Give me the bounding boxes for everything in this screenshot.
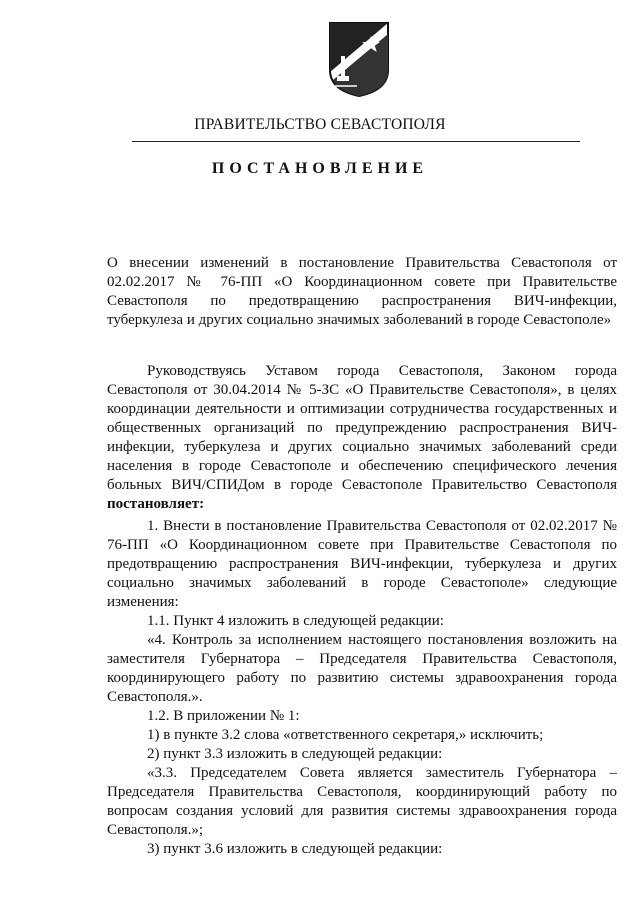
- preamble-text: Руководствуясь Уставом города Севастополя, Законом города Севастополя от 30.04.2014 № 5-ЗС «О Правительстве Севастополя», в целях координации деятельности и оптимизации сотрудничества государственных и общественных организаций по предупреждению распространения ВИЧ-инфекции, туберкулеза и других социально значимых заболеваний среди населения в городе Севастополе и обеспечению специфического лечения больных ВИЧ/СПИДом в городе Севастополе Правительство Севастополя: [107, 363, 617, 493]
- item-1-2: 1.2. В приложении № 1:: [147, 708, 300, 724]
- subject-text: О внесении изменений в постановление Правительства Севастополя от 02.02.2017 № 76-ПП «О Координационном совете при Правительстве Севастополя по предотвращению распространения ВИЧ-инфекции, туберкулеза и других социально значимых заболеваний в городе Севастополе»: [107, 255, 617, 328]
- item-1-2-3: 3) пункт 3.6 изложить в следующей редакции:: [147, 841, 443, 857]
- item-1-2-2: 2) пункт 3.3 изложить в следующей редакции:: [147, 746, 443, 762]
- item-1-2-2-text: «3.3. Председателем Совета является заместитель Губернатора – Председателя Правительства Севастополя, координирующий работу по вопросам создания условий для развития системы здравоохранения города Севастополя.»;: [107, 765, 617, 838]
- header-divider: [132, 141, 580, 142]
- government-title: ПРАВИТЕЛЬСТВО СЕВАСТОПОЛЯ: [194, 116, 446, 133]
- item-1-1-text: «4. Контроль за исполнением настоящего постановления возложить на заместителя Губернатора – Председателя Правительства Севастополя, координирующего работу по развитию системы здравоохранения города Севастополя.».: [107, 632, 617, 705]
- document-type: ПОСТАНОВЛЕНИЕ: [211, 160, 429, 177]
- preamble-verb: постановляет:: [107, 496, 205, 512]
- item-1-1: 1.1. Пункт 4 изложить в следующей редакции:: [147, 613, 444, 629]
- item-1-2-1: 1) в пункте 3.2 слова «ответственного секретаря,» исключить;: [147, 727, 544, 743]
- sevastopol-coat-of-arms: [327, 20, 391, 98]
- item-1: 1. Внести в постановление Правительства Севастополя от 02.02.2017 № 76-ПП «О Координационном совете при Правительстве Севастополя по предотвращению распространения ВИЧ-инфекции, туберкулеза и других социально значимых заболеваний в городе Севастополе» следующие изменения:: [107, 518, 617, 610]
- resolution-items: [107, 517, 617, 859]
- preamble: [107, 362, 617, 514]
- document-subject: [107, 254, 617, 330]
- preamble-paragraph: [107, 362, 617, 514]
